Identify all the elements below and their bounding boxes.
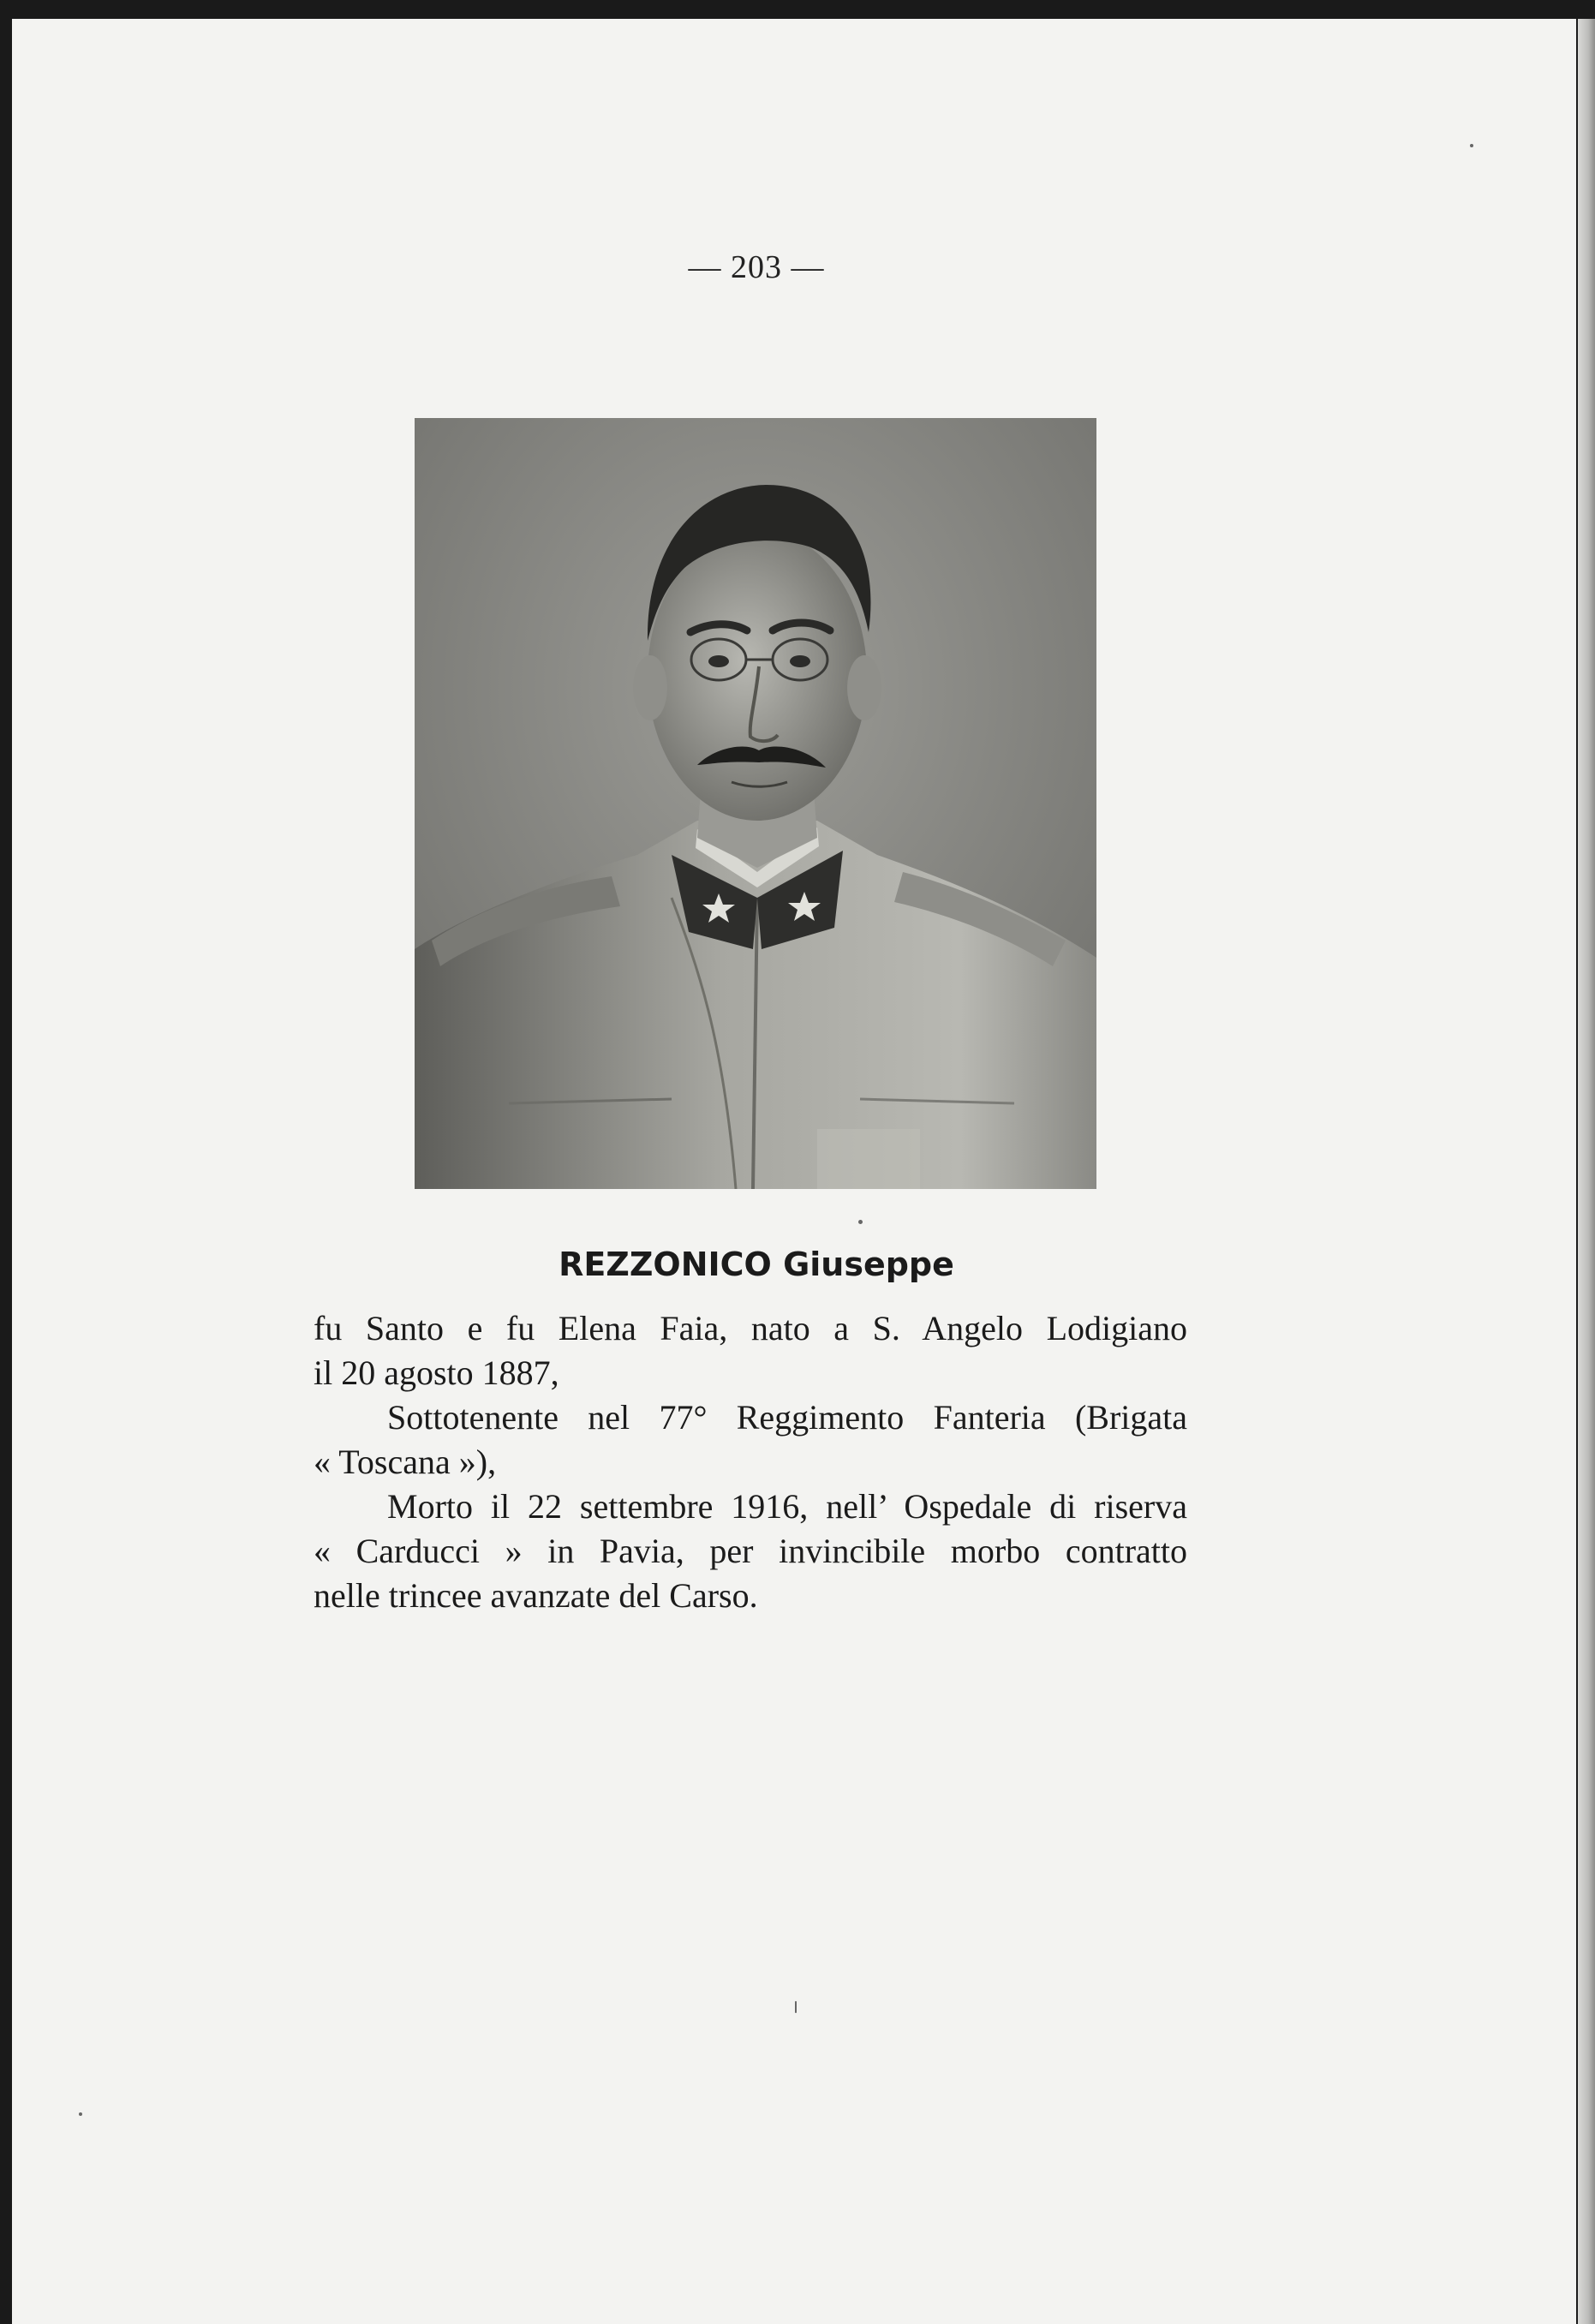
paper-speck bbox=[795, 2001, 797, 2013]
bio-line: nelle trincee avanzate del Carso. bbox=[314, 1576, 758, 1615]
paper-speck bbox=[858, 1220, 863, 1224]
bio-line: Morto il 22 settembre 1916, nell’ Ospedale di riserva bbox=[387, 1487, 1187, 1526]
bio-line: Sottotenente nel 77° Reggimento Fanteria (Brigata bbox=[387, 1398, 1187, 1437]
bio-line: « Carducci » in Pavia, per invincibile morbo contratto bbox=[314, 1532, 1187, 1570]
page-edge bbox=[1578, 19, 1595, 2324]
bio-line: fu Santo e fu Elena Faia, nato a S. Angelo Lodigiano bbox=[314, 1309, 1187, 1347]
biography-text bbox=[314, 1306, 1187, 1618]
paper-speck bbox=[79, 2112, 82, 2116]
bio-line: il 20 agosto 1887, bbox=[314, 1353, 559, 1392]
bio-line: « Toscana »), bbox=[314, 1443, 497, 1481]
portrait-photo bbox=[415, 418, 1096, 1189]
person-name-heading: REZZONICO Giuseppe bbox=[559, 1246, 954, 1283]
portrait-illustration bbox=[415, 418, 1096, 1189]
page-number: — 203 — bbox=[688, 249, 825, 285]
paper-speck bbox=[1470, 144, 1473, 147]
